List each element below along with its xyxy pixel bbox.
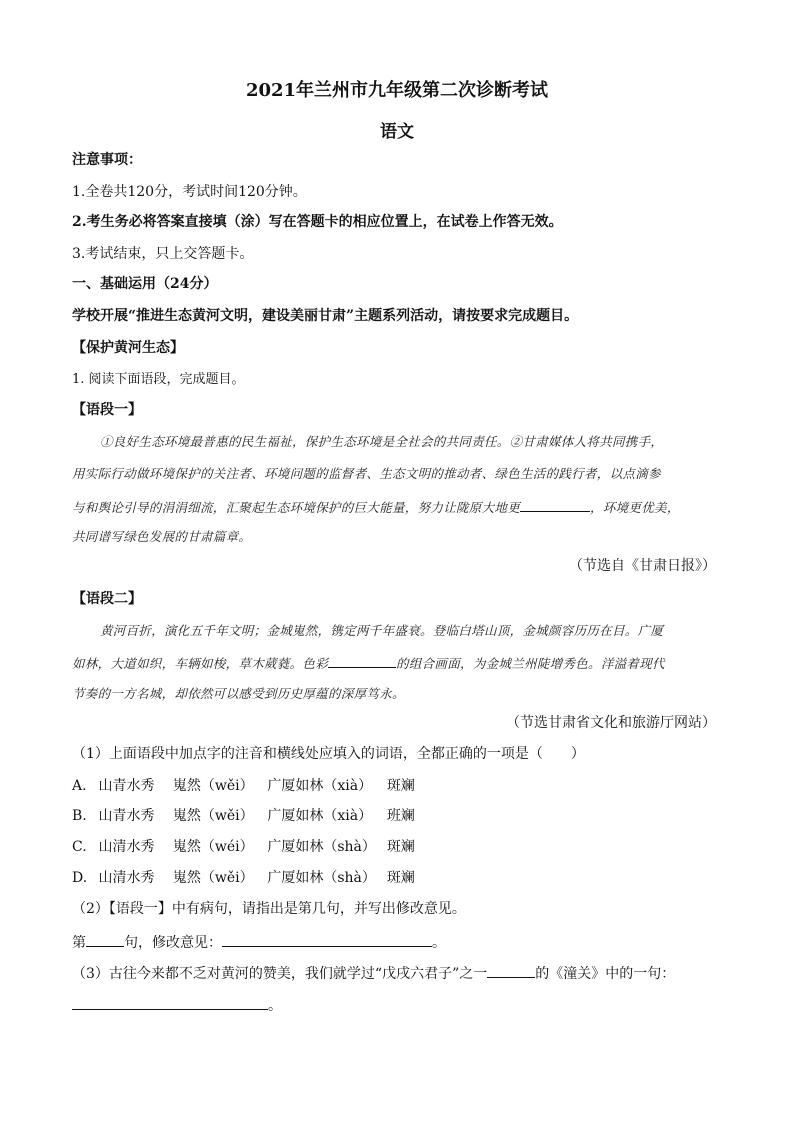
option-label: A. xyxy=(72,778,87,794)
option-part: 斑斓 xyxy=(386,870,415,886)
option-c[interactable] xyxy=(72,837,415,857)
answer-end: 。 xyxy=(268,998,282,1014)
fill-blank[interactable] xyxy=(328,652,396,668)
option-part: 斑斓 xyxy=(386,778,415,794)
option-part: 山青水秀 xyxy=(98,808,155,824)
passage-2-label: 【语段二】 xyxy=(72,591,142,607)
passage-2-line: 节奏的一方名城，却依然可以感受到历史厚蕴的深厚笃永。 xyxy=(72,686,405,701)
option-part: 嵬然（wěi） xyxy=(172,778,254,794)
option-part: 广厦如林（shà） xyxy=(267,839,376,855)
option-label: B. xyxy=(72,808,87,824)
option-part: 班斓 xyxy=(386,808,415,824)
option-part: 山清水秀 xyxy=(98,870,155,886)
passage-1-text: ，环境更优美， xyxy=(590,500,680,515)
sub-question-3-stem xyxy=(72,962,675,984)
sentence-number-blank[interactable] xyxy=(86,931,124,947)
option-part: 嵬然（wěi） xyxy=(172,808,254,824)
option-label: D. xyxy=(72,870,88,886)
question-1-stem: 1. 阅读下面语段，完成题目。 xyxy=(72,372,245,387)
option-part: 嵬然（wéi） xyxy=(172,839,254,855)
sub-question-2-answer xyxy=(72,931,446,953)
passage-1-source: （节选自《甘肃日报》） xyxy=(569,558,716,574)
option-part: 广厦如林（xià） xyxy=(267,808,373,824)
author-blank[interactable] xyxy=(487,962,535,978)
option-part: 广厦如林（xià） xyxy=(267,778,373,794)
stem-text: 的《潼关》中的一句： xyxy=(535,966,676,982)
passage-2-text: 的组合画面，为金城兰州陡增秀色。洋溢着现代 xyxy=(396,656,665,671)
passage-1-line: 用实际行动做环境保护的关注者、环境问题的监督者、生态文明的推动者、绿色生活的践行者，以点滴参 xyxy=(72,466,661,481)
verse-blank[interactable] xyxy=(72,994,268,1010)
notice-item-1: 1.全卷共120分，考试时间120分钟。 xyxy=(72,184,307,200)
notice-item-2: 2.考生务必将答案直接填（涂）写在答题卡的相应位置上，在试卷上作答无效。 xyxy=(72,214,563,230)
notice-item-3: 3.考试结束，只上交答题卡。 xyxy=(72,246,254,262)
passage-2-source: （节选甘肃省文化和旅游厅网站） xyxy=(506,715,716,731)
passage-1-text: 与和舆论引导的涓涓细流，汇聚起生态环境保护的巨大能量，努力让陇原大地更 xyxy=(72,500,521,515)
subject-title: 语文 xyxy=(380,122,414,142)
section-subheading: 【保护黄河生态】 xyxy=(72,340,184,356)
passage-1-label: 【语段一】 xyxy=(72,402,142,418)
sub-question-3-answer xyxy=(72,994,282,1016)
option-label: C. xyxy=(72,839,87,855)
option-b[interactable] xyxy=(72,806,415,826)
section-heading: 一、基础运用（24分） xyxy=(72,276,218,292)
option-part: 斑斓 xyxy=(386,839,415,855)
passage-2-line: 黄河百折，演化五千年文明；金城嵬然，镌定两千年盛衰。登临白塔山顶，金城颜容历历在目。广厦 xyxy=(100,623,664,638)
option-part: 山青水秀 xyxy=(98,778,155,794)
passage-1-line: ①良好生态环境最普惠的民生福祉，保护生态环境是全社会的共同责任。②甘肃媒体人将共同携手， xyxy=(100,434,664,449)
option-part: 广厦如林（shà） xyxy=(267,870,376,886)
notice-heading: 注意事项： xyxy=(72,152,142,168)
answer-prefix: 第 xyxy=(72,935,86,951)
answer-mid: 句，修改意见： xyxy=(124,935,222,951)
sub-question-1-stem: （1）上面语段中加点字的注音和横线处应填入的词语，全都正确的一项是（ ） xyxy=(72,746,585,762)
option-d[interactable] xyxy=(72,868,415,888)
section-intro: 学校开展“推进生态黄河文明，建设美丽甘肃”主题系列活动，请按要求完成题目。 xyxy=(72,308,579,324)
fill-blank[interactable] xyxy=(520,496,590,512)
sub-question-2-stem: （2）【语段一】中有病句，请指出是第几句，并写出修改意见。 xyxy=(72,901,466,917)
exam-title: 2021年兰州市九年级第二次诊断考试 xyxy=(245,80,549,101)
passage-1-line: 共同谱写绿色发展的甘肃篇章。 xyxy=(72,529,252,544)
option-a[interactable] xyxy=(72,776,415,796)
passage-2-line-with-blank xyxy=(72,652,665,674)
revision-blank[interactable] xyxy=(222,931,432,947)
answer-end: 。 xyxy=(432,935,446,951)
option-part: 山清水秀 xyxy=(98,839,155,855)
stem-text: （3）古往今来都不乏对黄河的赞美，我们就学过“戊戌六君子”之一 xyxy=(72,966,488,982)
passage-2-text: 如林，大道如织，车辆如梭，草木葳蕤。色彩 xyxy=(72,656,329,671)
passage-1-line-with-blank xyxy=(72,496,680,518)
option-part: 嵬然（wěi） xyxy=(172,870,254,886)
